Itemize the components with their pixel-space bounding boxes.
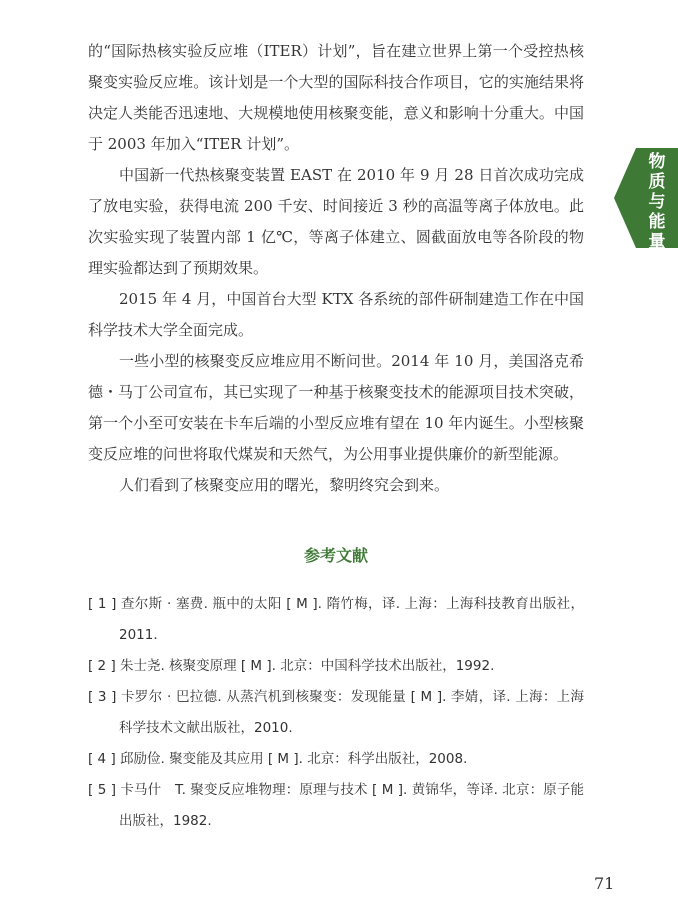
references-heading: 参考文献: [303, 546, 368, 565]
reference-item: [ 5 ] 卡马什 T. 聚变反应堆物理：原理与技术 [ M ]. 黄锦华，等译. 北京：原子能出版社，1982.: [88, 782, 584, 829]
references-list: [88, 589, 584, 837]
body-paragraph: 一些小型的核聚变反应堆应用不断问世。2014 年 10 月，美国洛克希德・马丁公司宣布，其已实现了一种基于核聚变技术的能源项目技术突破，第一个小至可安装在卡车后端的小型反应堆有望在 10 年内诞生。小型核聚变反应堆的问世将取代煤炭和天然气，为公用事业提供廉价的新型能源。: [88, 352, 584, 463]
side-tab-label: 物质与能量: [648, 152, 666, 252]
body-text: [88, 36, 584, 501]
reference-item: [ 4 ] 邱励俭. 聚变能及其应用 [ M ]. 北京：科学出版社，2008.: [88, 751, 468, 767]
body-paragraph: 2015 年 4 月，中国首台大型 KTX 各系统的部件研制建造工作在中国科学技术大学全面完成。: [88, 290, 584, 339]
page-number: 71: [594, 874, 615, 893]
body-paragraph: 人们看到了核聚变应用的曙光，黎明终究会到来。: [119, 476, 450, 494]
chapter-side-tab: [614, 148, 678, 252]
body-paragraph: 的“国际热核实验反应堆（ITER）计划”，旨在建立世界上第一个受控热核聚变实验反应堆。该计划是一个大型的国际科技合作项目，它的实施结果将决定人类能否迅速地、大规模地使用核聚变能，意义和影响十分重大。中国于 2003 年加入“ITER 计划”。: [88, 42, 584, 153]
reference-item: [ 2 ] 朱士尧. 核聚变原理 [ M ]. 北京：中国科学技术出版社，1992.: [88, 658, 495, 674]
body-paragraph: 中国新一代热核聚变装置 EAST 在 2010 年 9 月 28 日首次成功完成了放电实验，获得电流 200 千安、时间接近 3 秒的高温等离子体放电。此次实验实现了装置内部 1 亿℃，等离子体建立、圆截面放电等各阶段的物理实验都达到了预期效果。: [88, 166, 584, 277]
reference-item: [ 1 ] 查尔斯 · 塞费. 瓶中的太阳 [ M ]. 隋竹梅，译. 上海：上海科技教育出版社，2011.: [88, 596, 584, 643]
reference-item: [ 3 ] 卡罗尔 · 巴拉德. 从蒸汽机到核聚变：发现能量 [ M ]. 李婧，译. 上海：上海科学技术文献出版社，2010.: [88, 689, 584, 736]
